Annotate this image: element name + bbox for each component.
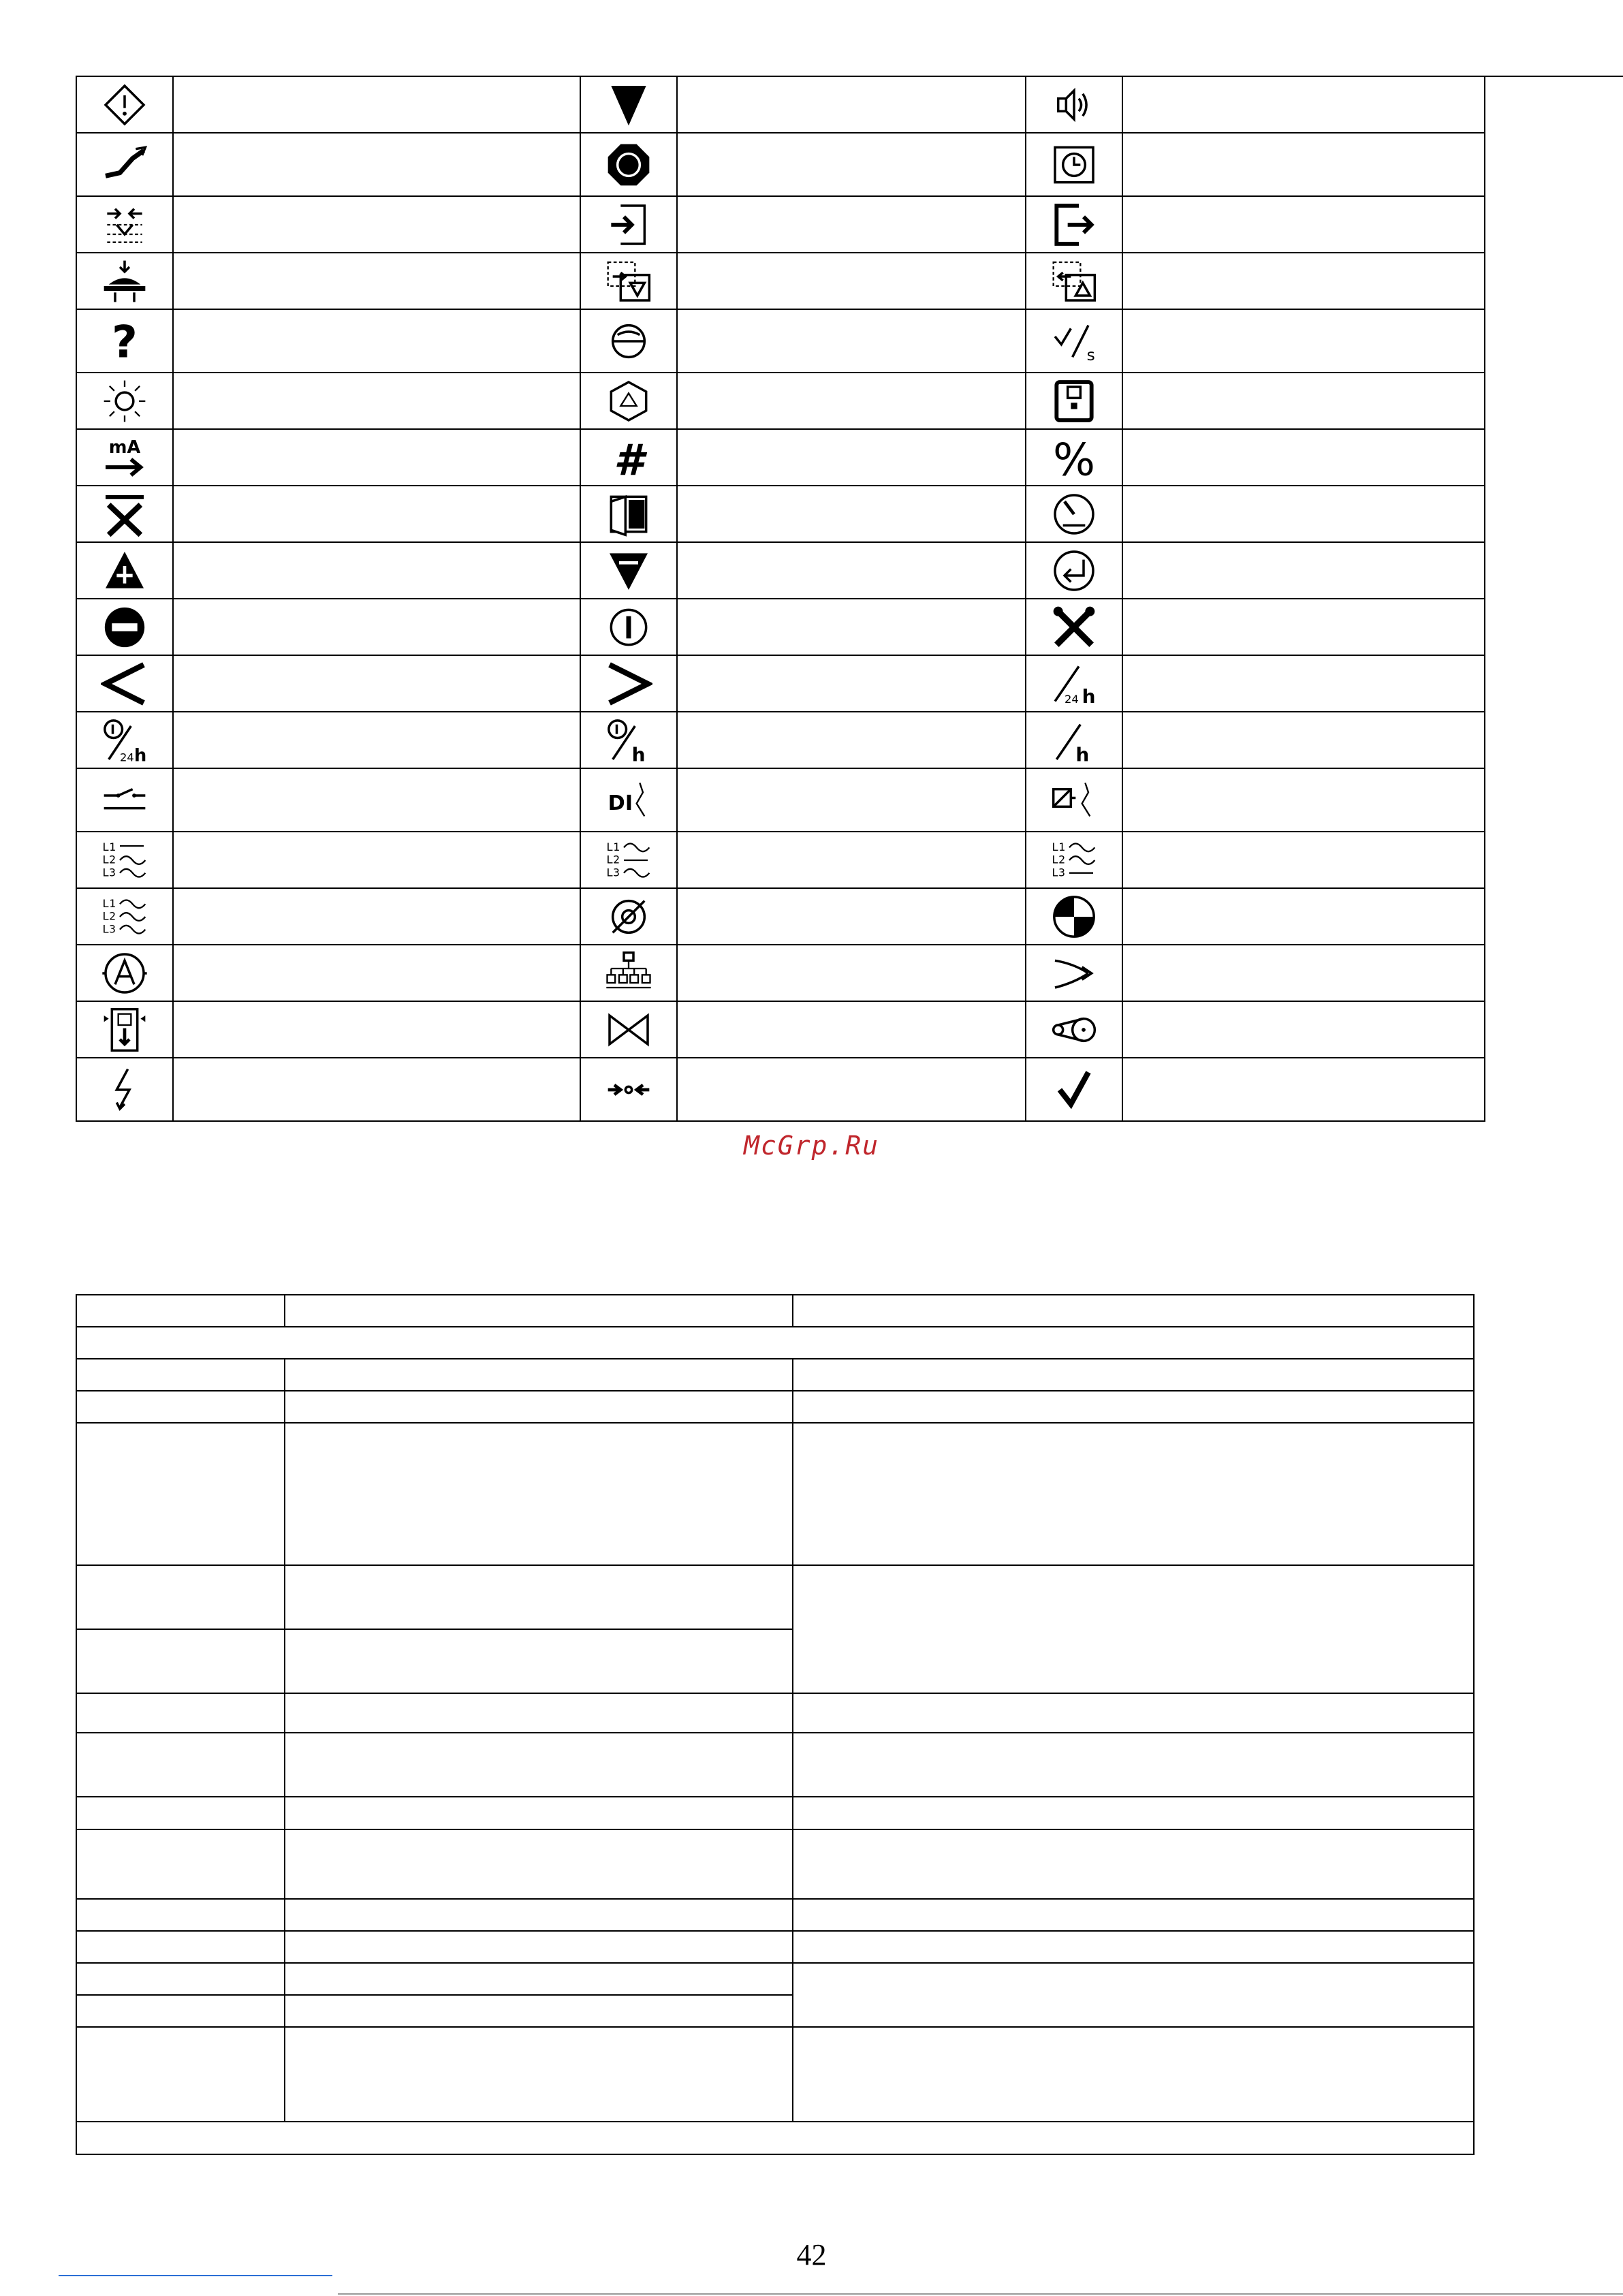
- description-cell: [173, 945, 580, 1001]
- icon-cell: [580, 888, 677, 945]
- table-row: [76, 712, 1485, 768]
- network-tree-icon: [605, 949, 652, 997]
- motor-circle-icon: [605, 893, 652, 941]
- icon-cell: [76, 655, 173, 712]
- table-row: [76, 429, 1485, 486]
- description-cell: [677, 768, 1026, 832]
- description-cell: [1122, 542, 1485, 599]
- sun-icon: [101, 377, 148, 425]
- description-cell: [173, 373, 580, 429]
- svg-text:L2: L2: [102, 909, 116, 923]
- description-cell: [677, 373, 1026, 429]
- icon-cell: [1026, 832, 1122, 888]
- description-cell: [1122, 712, 1485, 768]
- description-cell: [1122, 832, 1485, 888]
- table-row: [76, 599, 1485, 655]
- wrench-icon: [101, 141, 148, 189]
- table-row: [76, 486, 1485, 542]
- svg-text:mA: mA: [108, 437, 141, 458]
- icon-cell: [76, 888, 173, 945]
- description-cell: [173, 1058, 580, 1121]
- description-cell: [173, 253, 580, 309]
- pie-circle-icon: [1050, 893, 1098, 941]
- table-row: [76, 1797, 1474, 1829]
- icon-cell: [580, 133, 677, 196]
- gauge-icon: [1050, 490, 1098, 538]
- icon-cell: [580, 373, 677, 429]
- icon-cell: [1026, 133, 1122, 196]
- svg-text:h: h: [134, 744, 147, 764]
- svg-text:L1: L1: [102, 896, 116, 910]
- triangle-down-filled-icon: [605, 81, 652, 129]
- switch-lines-icon: [101, 776, 148, 824]
- table-row: [76, 1359, 1474, 1391]
- description-cell: [677, 309, 1026, 373]
- percent-icon: [1050, 434, 1098, 482]
- circle-a-icon: [101, 949, 148, 997]
- svg-text:s: s: [1086, 345, 1095, 364]
- table-row: [76, 1391, 1474, 1423]
- icon-cell: [76, 76, 173, 133]
- less-than-icon: [101, 660, 148, 708]
- stop-octagon-icon: [605, 141, 652, 189]
- table-row: [76, 1565, 1474, 1629]
- svg-text:?: ?: [112, 317, 138, 365]
- icon-cell: [580, 1001, 677, 1058]
- relay-contact-icon: [1050, 776, 1098, 824]
- table-row: [76, 196, 1485, 253]
- description-cell: [677, 76, 1026, 133]
- circle-slash-h-icon: [605, 717, 652, 764]
- table-row: [76, 1899, 1474, 1931]
- description-cell: [173, 832, 580, 888]
- table-row: [76, 1963, 1474, 1995]
- icon-cell: [76, 309, 173, 373]
- merge-arrow-icon: [1050, 949, 1098, 997]
- description-cell: [173, 599, 580, 655]
- icon-cell: [76, 832, 173, 888]
- description-cell: [1122, 309, 1485, 373]
- sensor-round-icon: [605, 317, 652, 365]
- description-cell: [677, 253, 1026, 309]
- arrows-converge-icon: [605, 1066, 652, 1114]
- description-cell: [1122, 888, 1485, 945]
- greater-than-icon: [605, 660, 652, 708]
- icon-cell: [1026, 253, 1122, 309]
- svg-text:24: 24: [120, 750, 134, 764]
- description-cell: [173, 768, 580, 832]
- table-row: [76, 1327, 1474, 1359]
- description-cell: [1122, 599, 1485, 655]
- no-entry-icon: [101, 603, 148, 651]
- icon-cell: [1026, 76, 1122, 133]
- warning-diamond-icon: [101, 81, 148, 129]
- description-cell: [1122, 768, 1485, 832]
- circle-slash-24h-icon: [101, 717, 148, 764]
- save-disk-icon: [1050, 377, 1098, 425]
- description-cell: [1122, 1001, 1485, 1058]
- icon-cell: [580, 945, 677, 1001]
- svg-text:L3: L3: [1052, 865, 1066, 879]
- svg-text:L3: L3: [606, 865, 620, 879]
- table-row: [76, 655, 1485, 712]
- triangle-down-minus-icon: [605, 547, 652, 595]
- description-cell: [677, 1058, 1026, 1121]
- hexagon-sensor-icon: [605, 377, 652, 425]
- description-cell: [1122, 133, 1485, 196]
- icon-cell: [580, 768, 677, 832]
- svg-text:h: h: [1082, 685, 1096, 708]
- copy-down-icon: [605, 257, 652, 305]
- check-icon: [1050, 1066, 1098, 1114]
- description-cell: [173, 309, 580, 373]
- phase-l1-icon: [101, 836, 148, 884]
- description-cell: [1122, 1058, 1485, 1121]
- icon-cell: [1026, 655, 1122, 712]
- info-circle-icon: [605, 603, 652, 651]
- question-icon: [101, 317, 148, 365]
- icon-cell: [1026, 542, 1122, 599]
- logout-icon: [1050, 201, 1098, 249]
- icon-cell: [580, 429, 677, 486]
- svg-text:L1: L1: [102, 840, 116, 853]
- description-cell: [1122, 655, 1485, 712]
- table-row: [76, 76, 1485, 133]
- table-row: [76, 133, 1485, 196]
- svg-text:h: h: [1075, 742, 1090, 764]
- description-cell: [1122, 429, 1485, 486]
- footer-rule: [338, 2293, 1623, 2295]
- icon-cell: [1026, 712, 1122, 768]
- icon-cell: [580, 309, 677, 373]
- x-bar-icon: [101, 490, 148, 538]
- icon-cell: [1026, 373, 1122, 429]
- slope-per-second-icon: [1050, 317, 1098, 365]
- slash-24h-icon: [1050, 660, 1098, 708]
- icon-cell: [76, 429, 173, 486]
- svg-text:L3: L3: [102, 865, 116, 879]
- table-row: [76, 1423, 1474, 1565]
- description-cell: [173, 655, 580, 712]
- icon-cell: [76, 196, 173, 253]
- svg-text:L1: L1: [1052, 840, 1066, 853]
- description-cell: [173, 712, 580, 768]
- slash-h-icon: [1050, 717, 1098, 764]
- specification-table: [76, 1294, 1475, 2155]
- description-cell: [173, 133, 580, 196]
- description-cell: [677, 832, 1026, 888]
- top-rule: [1483, 76, 1623, 77]
- icon-cell: [1026, 945, 1122, 1001]
- icon-cell: [1026, 309, 1122, 373]
- description-cell: [677, 196, 1026, 253]
- description-cell: [677, 599, 1026, 655]
- description-cell: [677, 888, 1026, 945]
- phase-all-icon: [101, 893, 148, 941]
- table-row: [76, 1001, 1485, 1058]
- enter-circle-icon: [1050, 547, 1098, 595]
- description-cell: [173, 888, 580, 945]
- table-row: [76, 832, 1485, 888]
- icon-cell: [1026, 196, 1122, 253]
- icon-cell: [76, 542, 173, 599]
- table-row: [76, 768, 1485, 832]
- icon-cell: [1026, 1058, 1122, 1121]
- level-box-icon: [101, 1006, 148, 1054]
- table-row: [76, 373, 1485, 429]
- table-row: [76, 1058, 1485, 1121]
- door-icon: [605, 490, 652, 538]
- icon-cell: [580, 486, 677, 542]
- description-cell: [173, 1001, 580, 1058]
- icon-cell: [76, 133, 173, 196]
- description-cell: [677, 429, 1026, 486]
- icon-cell: [76, 945, 173, 1001]
- icon-cell: [1026, 486, 1122, 542]
- icon-cell: [76, 712, 173, 768]
- valve-icon: [605, 1006, 652, 1054]
- digital-input-icon: [605, 776, 652, 824]
- svg-text:L2: L2: [1052, 853, 1066, 866]
- watermark: McGrp.Ru: [743, 1131, 880, 1161]
- icon-cell: [580, 542, 677, 599]
- description-cell: [1122, 945, 1485, 1001]
- description-cell: [677, 1001, 1026, 1058]
- description-cell: [173, 542, 580, 599]
- icon-cell: [76, 1001, 173, 1058]
- svg-text:L1: L1: [606, 840, 620, 853]
- table-row: [76, 888, 1485, 945]
- svg-text:h: h: [631, 742, 646, 764]
- svg-text:L2: L2: [606, 853, 620, 866]
- hash-icon: [605, 434, 652, 482]
- description-cell: [173, 429, 580, 486]
- icon-cell: [580, 1058, 677, 1121]
- phase-l2-icon: [605, 836, 652, 884]
- icon-cell: [580, 253, 677, 309]
- icon-cell: [580, 832, 677, 888]
- table-row: [76, 2027, 1474, 2122]
- table-row: [76, 1829, 1474, 1899]
- description-cell: [173, 486, 580, 542]
- description-cell: [1122, 253, 1485, 309]
- icon-cell: [580, 196, 677, 253]
- table-row: [76, 2122, 1474, 2154]
- lightning-icon: [101, 1066, 148, 1114]
- icon-cell: [76, 373, 173, 429]
- table-row: [76, 1931, 1474, 1963]
- icon-cell: [1026, 429, 1122, 486]
- table-row: [76, 1733, 1474, 1797]
- icon-cell: [76, 768, 173, 832]
- description-cell: [677, 542, 1026, 599]
- icon-cell: [580, 712, 677, 768]
- login-icon: [605, 201, 652, 249]
- table-row: [76, 1295, 1474, 1327]
- icon-cell: [1026, 888, 1122, 945]
- icon-cell: [76, 486, 173, 542]
- description-cell: [173, 76, 580, 133]
- icon-cell: [580, 76, 677, 133]
- svg-text:24: 24: [1065, 692, 1079, 706]
- copy-up-icon: [1050, 257, 1098, 305]
- belt-icon: [1050, 1006, 1098, 1054]
- description-cell: [1122, 373, 1485, 429]
- description-cell: [677, 945, 1026, 1001]
- svg-text:L2: L2: [102, 853, 116, 866]
- description-cell: [677, 486, 1026, 542]
- description-cell: [677, 655, 1026, 712]
- icon-cell: [1026, 768, 1122, 832]
- description-cell: [1122, 76, 1485, 133]
- icon-cell: [76, 253, 173, 309]
- description-cell: [677, 712, 1026, 768]
- phase-l3-icon: [1050, 836, 1098, 884]
- page-number: 42: [796, 2238, 827, 2271]
- icon-cell: [1026, 599, 1122, 655]
- table-row: [76, 542, 1485, 599]
- icon-cell: [1026, 1001, 1122, 1058]
- icon-legend-table: [76, 76, 1485, 1122]
- tools-cross-icon: [1050, 603, 1098, 651]
- table-row: [76, 253, 1485, 309]
- icon-cell: [76, 1058, 173, 1121]
- footer-link-underline: [59, 2275, 332, 2276]
- table-row: [76, 309, 1485, 373]
- svg-text:L3: L3: [102, 922, 116, 935]
- icon-cell: [580, 655, 677, 712]
- milliamp-arrow-icon: [101, 434, 148, 482]
- table-row: [76, 945, 1485, 1001]
- level-arrows-icon: [101, 201, 148, 249]
- triangle-up-plus-icon: [101, 547, 148, 595]
- icon-cell: [76, 599, 173, 655]
- svg-text:%: %: [1052, 434, 1096, 482]
- description-cell: [173, 196, 580, 253]
- installation-icon: [101, 257, 148, 305]
- icon-cell: [580, 599, 677, 655]
- table-row: [76, 1693, 1474, 1733]
- description-cell: [677, 133, 1026, 196]
- speaker-icon: [1050, 81, 1098, 129]
- description-cell: [1122, 486, 1485, 542]
- clock-icon: [1050, 141, 1098, 189]
- svg-text:DI: DI: [608, 791, 633, 815]
- svg-text:#: #: [614, 435, 644, 482]
- description-cell: [1122, 196, 1485, 253]
